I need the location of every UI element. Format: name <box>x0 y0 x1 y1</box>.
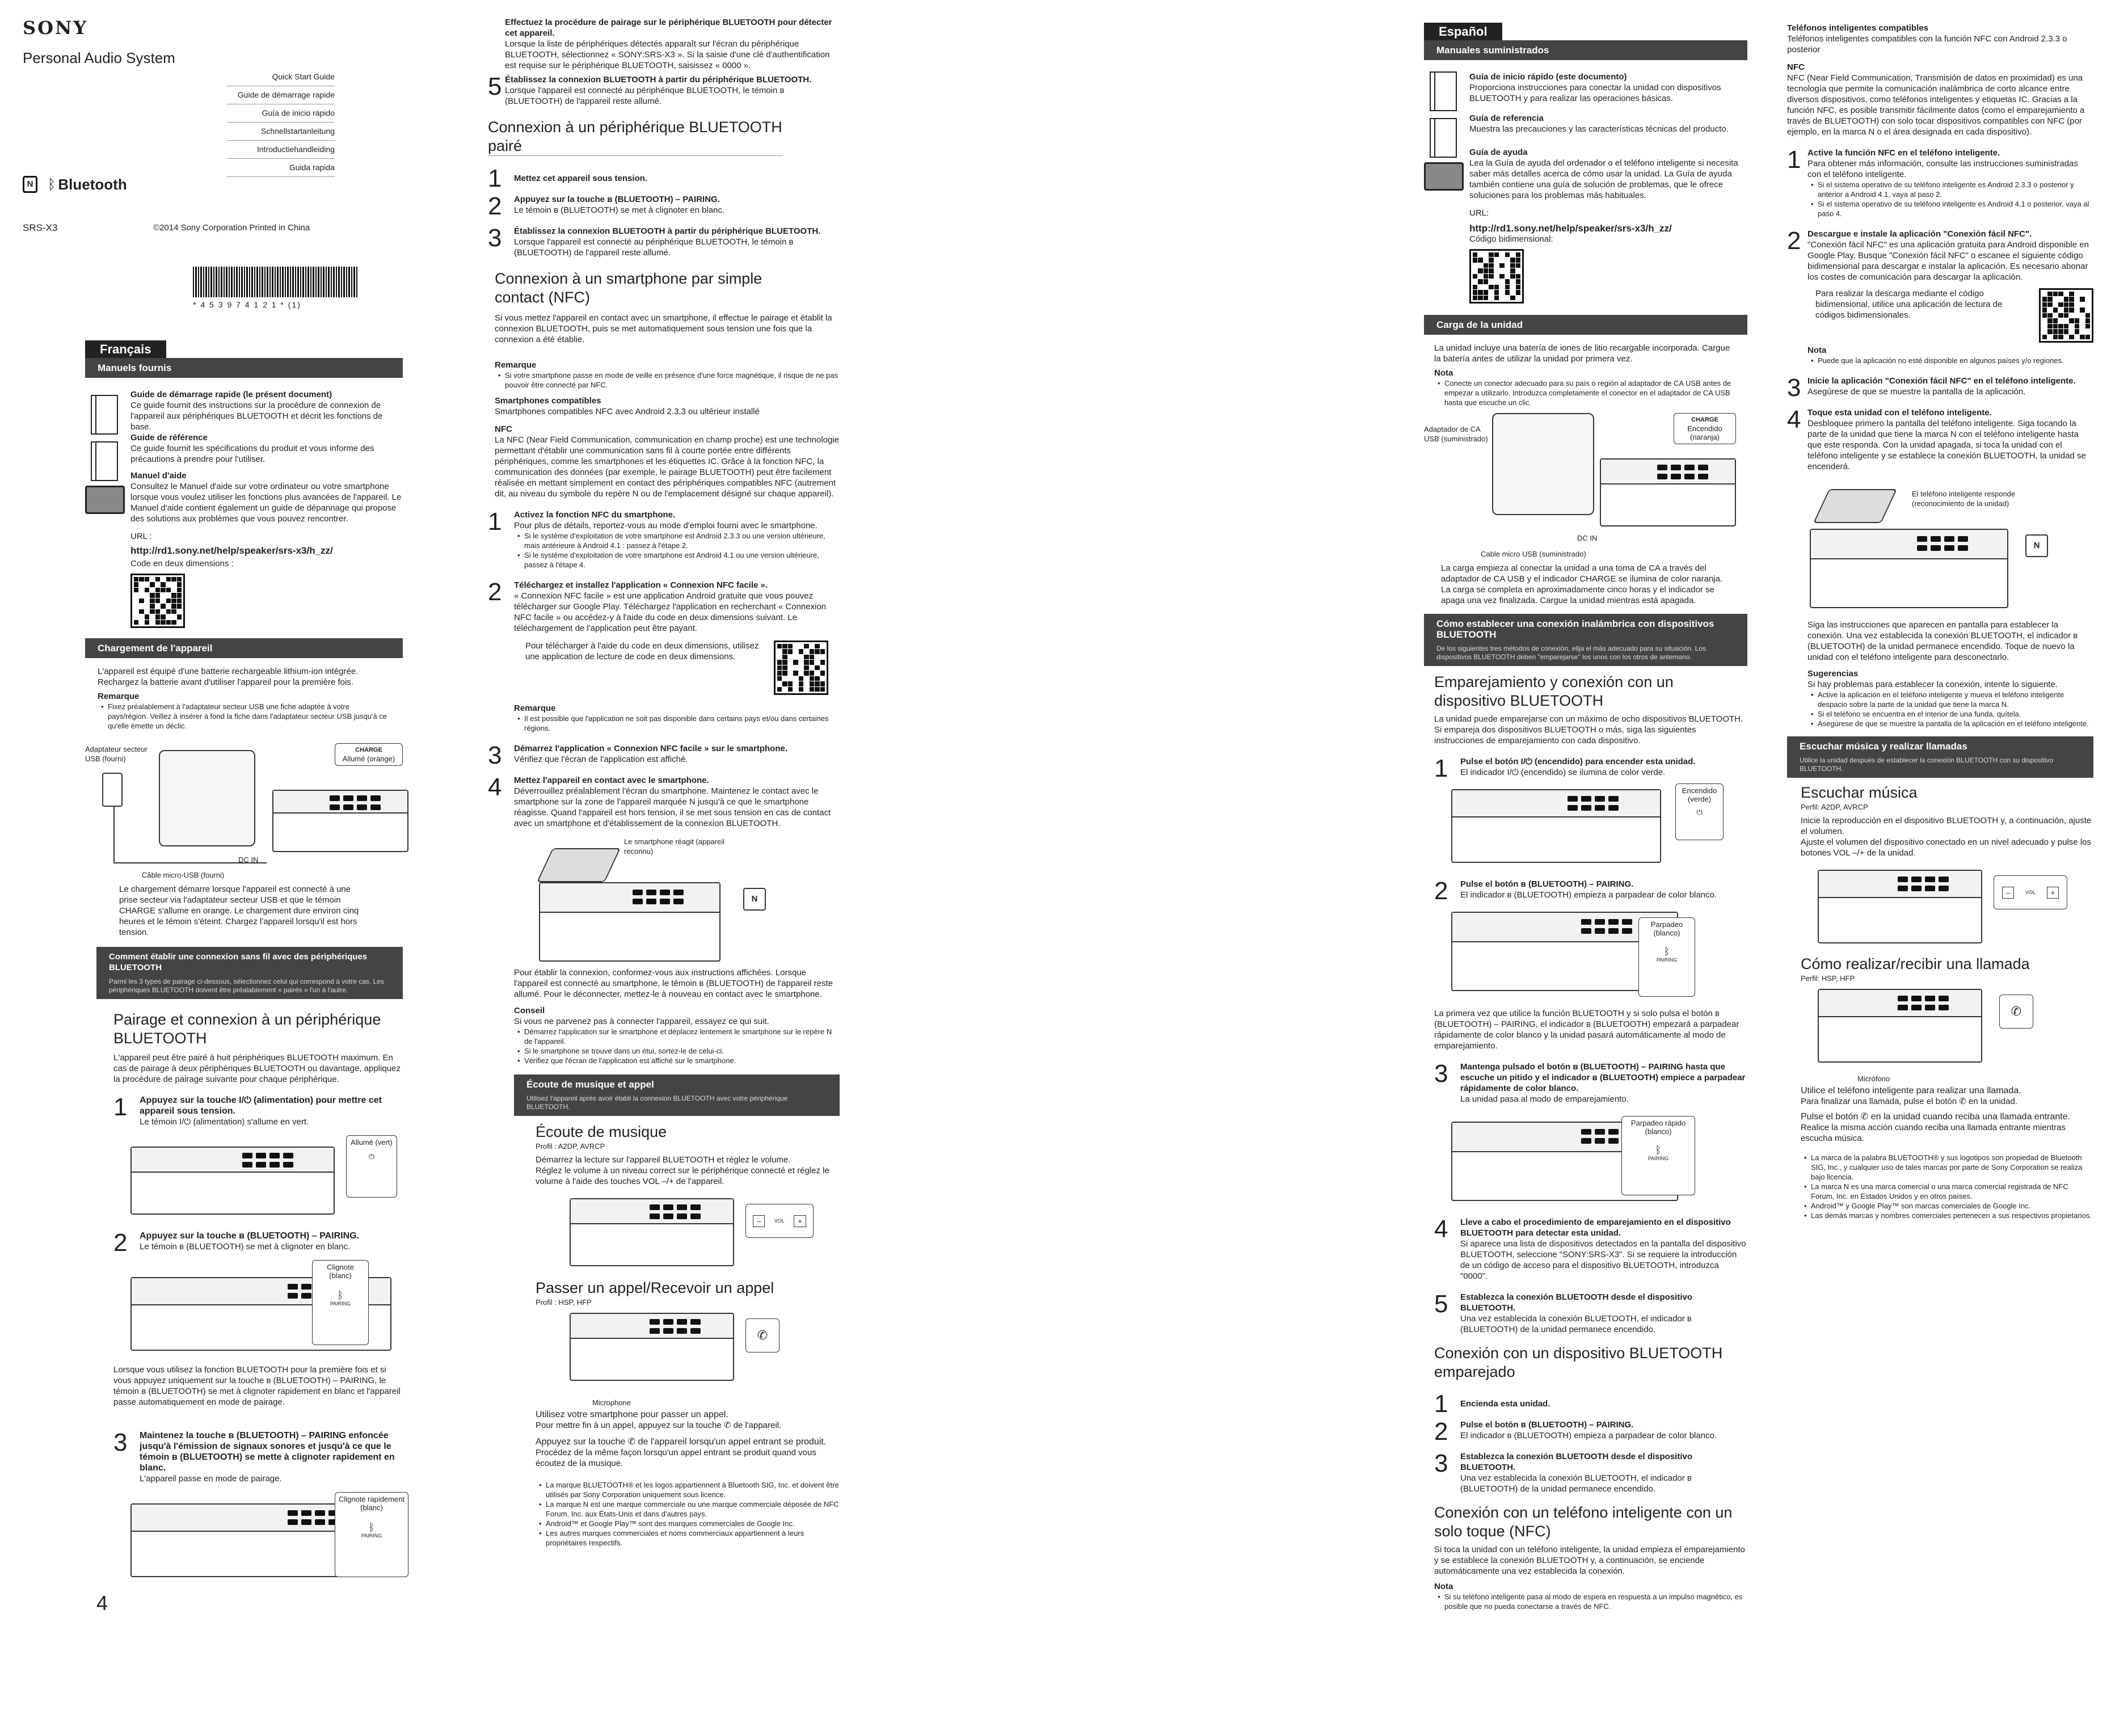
paragraph: L'appareil peut être pairé à huit périphériques BLUETOOTH maximum. En cas de pairage à deux périphériques BLUETOOTH ou davantage, appliquez la procédure de pairage suivante pour chaque périphérique. <box>113 1053 401 1084</box>
charge-diagram <box>85 739 403 880</box>
list-item: • Si le smartphone se trouve dans un étui, sortez-le de celui-ci. <box>524 1046 840 1056</box>
step: 4 Lleve a cabo el procedimiento de emparejamiento en el dispositivo BLUETOOTH para detectar esta unidad. Si aparece una lista de dispositivos detectados en la pantalla del dispositivo BLUETOOTH, seleccione "SONY:SRS-X3". Si se requiere la introducción de un código de acceso para el dispositivo BLUETOOTH, introduzca "0000". <box>1434 1217 1747 1282</box>
step-desc: Vérifiez que l'écran de l'application est affiché. <box>514 755 688 764</box>
note-heading: Nota <box>1434 368 1453 378</box>
label: DC IN <box>238 856 259 864</box>
step-title: Establezca la conexión BLUETOOTH desde el dispositivo BLUETOOTH. <box>1460 1452 1692 1472</box>
paragraph: Smartphones compatibles NFC avec Android 2.3.3 ou ultérieur installé <box>495 407 760 416</box>
charge-callout <box>1674 413 1736 444</box>
paragraph: Para finalizar una llamada, pulse el botón ✆ en la unidad. <box>1801 1097 2017 1106</box>
trademark: • La marca N es una marca comercial o una marca comercial registrada de NFC Forum, Inc. en Estados Unidos y en otros países. <box>1811 1182 2093 1201</box>
speaker-image <box>130 1147 335 1215</box>
manual-desc: Ce guide fournit des instructions sur la procédure de connexion de l'appareil aux périphériques BLUETOOTH et décrit les fonctions de base. <box>130 401 383 432</box>
help-url-link[interactable]: http://rd1.sony.net/help/speaker/srs-x3/h_zz/ <box>1469 223 1672 234</box>
toc <box>227 68 335 177</box>
step-title: Encienda esta unidad. <box>1460 1399 1550 1409</box>
paragraph: La NFC (Near Field Communication, communication en champ proche) est une technologie permettant d'établir une communication sans fil à courte portée entre différents périphériques, comme les smartphones et les étiquettes IC. Grâce à la fonction NFC, la communication des données (par exemple, le pairage BLUETOOTH) peut être facilement réalisée en mettant simplement en contact des périphériques compatibles NFC (autrement dit, au niveau du symbole du repère N ou de l'emplacement désigné sur chaque appareil). <box>495 435 839 499</box>
computer-icon <box>1424 162 1464 191</box>
step: 1 Appuyez sur la touche I/⏻ (alimentation) pour mettre cet appareil sous tension. Le témoin I/⏻ (alimentation) s'allume en vert. <box>113 1095 403 1127</box>
step: 4 Mettez l'appareil en contact avec le smartphone. Déverrouillez préalablement l'écran du smartphone. Maintenez le contact avec le smartphone sur la zone de l'appareil marquée N jusqu'à ce que le smartphone réagisse. Quand l'appareil est hors tension, il se met sous tension en cas de contact avec un smartphone et d'établissement de la connexion BLUETOOTH. <box>488 775 840 829</box>
call-figure <box>536 1313 840 1409</box>
step-desc: Lorsque l'appareil est connecté au périphérique BLUETOOTH, le témoin ʙ (BLUETOOTH) de l'appareil reste allumé. <box>514 237 794 258</box>
paragraph: Si hay problemas para establecer la conexión, intente lo siguiente. <box>1807 680 2058 689</box>
trademark: • Android™ y Google Play™ son marcas comerciales de Google Inc. <box>1811 1201 2093 1211</box>
step: 2 Pulse el botón ʙ (BLUETOOTH) – PAIRING. El indicador ʙ (BLUETOOTH) empieza a parpadear de color blanco. <box>1434 879 1747 900</box>
step-desc: Desbloquee primero la pantalla del teléfono inteligente. Siga tocando la parte de la unidad que tiene la marca N con el teléfono inteligente hasta que este responda. Con la unidad apagada, si toca la unidad con el teléfono inteligente y se establece la conexión BLUETOOTH, la unidad se encenderá. <box>1807 419 2086 471</box>
section-bar: Écoute de musique et appel <box>514 1075 840 1094</box>
url-label: URL : <box>130 532 152 541</box>
label: Parpadeo (blanco) <box>1650 920 1683 937</box>
step-title: Démarrez l'application « Connexion NFC facile » sur le smartphone. <box>514 744 788 753</box>
nfc-figure <box>1810 478 2093 614</box>
step-figure <box>130 1492 403 1588</box>
nfc-figure <box>539 837 840 967</box>
heading: Connexion à un smartphone par simple contact (NFC) <box>495 270 762 306</box>
list-item: • Asegúrese de que se muestre la pantalla de la aplicación en el teléfono inteligente. <box>1818 719 2093 728</box>
fr-column-1 <box>85 340 405 1615</box>
paragraph: Ajuste el volumen del dispositivo conectado en un nivel adecuado y pulse los botones VOL –/+ de la unidad. <box>1801 837 2091 858</box>
volume-callout <box>1994 875 2067 909</box>
help-url-link[interactable]: http://rd1.sony.net/help/speaker/srs-x3/h_zz/ <box>130 545 333 556</box>
call-figure <box>1801 989 2093 1085</box>
section-bar: Cómo establecer una conexión inalámbrica con dispositivos BLUETOOTH <box>1424 614 1747 644</box>
step-desc: "Conexión fácil NFC" es una aplicación gratuita para Android disponible en Google Play. Busque "Conexión fácil NFC" o escanee el siguiente código bidimensional para descargar e instalar la aplicación. Es necesario abonar los costes de comunicación para descargar la aplicación. <box>1807 240 2089 282</box>
lang-tab-es: Español <box>1424 23 1502 40</box>
manual-desc: Ce guide fournit les spécifications du produit et vous informe des précautions à prendre pour l'utiliser. <box>130 444 374 464</box>
note-heading: Nota <box>1807 345 1827 355</box>
note-heading: Nota <box>1434 1582 1453 1591</box>
subheading: Smartphones compatibles <box>495 396 601 406</box>
step: 2 Appuyez sur la touche ʙ (BLUETOOTH) – PAIRING. Le témoin ʙ (BLUETOOTH) se met à clignoter en blanc. <box>113 1231 403 1252</box>
book-icon <box>1430 71 1457 111</box>
step-desc: El indicador ʙ (BLUETOOTH) empieza a parpadear de color blanco. <box>1460 890 1717 900</box>
subheading: NFC <box>495 424 512 434</box>
trademark: • Les autres marques commerciales et noms commerciaux appartiennent à leurs propriétaires respectifs. <box>546 1528 840 1548</box>
paragraph: La unidad incluye una batería de iones de litio recargable incorporada. Cargue la batería antes de utilizar la unidad por primera vez. <box>1434 343 1730 364</box>
speaker-image <box>1818 989 1982 1063</box>
paragraph: Si toca la unidad con un teléfono inteligente, la unidad empieza el emparejamiento y se establece la conexión BLUETOOTH y, a continuación, se enciende automáticamente una vez establecida la conexión. <box>1434 1545 1745 1576</box>
note-heading: Remarque <box>514 703 556 713</box>
paragraph: Le chargement démarre lorsque l'appareil est connecté à une prise secteur via l'adaptateur secteur USB et que le témoin CHARGE s'allume en orange. Le chargement dure environ cinq heures et le témoin s'éteint. Chargez l'appareil lorsqu'il est hors tension. <box>119 884 359 937</box>
book-icon <box>91 441 118 481</box>
speaker-image <box>570 1313 734 1381</box>
heading: Emparejamiento y conexión con un dispositivo BLUETOOTH <box>1434 673 1674 709</box>
music-figure <box>1801 864 2093 949</box>
n-mark-icon: N <box>23 176 37 193</box>
barcode-number: * 4 5 3 9 7 4 1 2 1 * (1) <box>193 300 301 309</box>
qr-label: Code en deux dimensions : <box>130 559 234 568</box>
product-name: Personal Audio System <box>23 49 175 66</box>
fr-column-2 <box>488 17 840 1548</box>
bluetooth-icon: ᛒ <box>48 176 56 192</box>
step: 3 Démarrez l'application « Connexion NFC facile » sur le smartphone. Vérifiez que l'écran de l'application est affiché. <box>488 743 840 765</box>
step: 3 Établissez la connexion BLUETOOTH à partir du périphérique BLUETOOTH. Lorsque l'appareil est connecté au périphérique BLUETOOTH, le témoin ʙ (BLUETOOTH) de l'appareil reste allumé. <box>488 226 840 258</box>
qr-code <box>774 641 828 695</box>
note-item: • Conecte un conector adecuado para su país o región al adaptador de CA USB antes de empezar a utilizarlo. Introduzca completamente el conector en el adaptador de CA USB hasta que escuche un clic. <box>1444 378 1737 407</box>
qr-label: Código bidimensional: <box>1469 234 1553 244</box>
page-number: 4 <box>96 1591 108 1615</box>
es-column-2 <box>1787 23 2093 1220</box>
bluetooth-icon: ᛒ <box>368 1522 375 1533</box>
list-item: • Si el sistema operativo de su teléfono inteligente es Android 2.3.3 o posterior y anterior a Android 4.1, vaya al paso 2. <box>1818 180 2093 199</box>
power-callout <box>346 1135 397 1198</box>
model-number: SRS-X3 <box>23 222 58 233</box>
label: Clignote rapidement (blanc) <box>338 1495 405 1512</box>
paragraph: Realice la misma acción cuando reciba una llamada entrante mientras escucha música. <box>1801 1123 2066 1143</box>
label: PAIRING <box>1656 957 1678 963</box>
label: Encendido (naranja) <box>1687 424 1722 441</box>
speaker-image <box>570 1198 734 1266</box>
step: 3 Inicie la aplicación "Conexión fácil NFC" en el teléfono inteligente. Asegúrese de que se muestre la pantalla de la aplicación. <box>1787 376 2093 397</box>
step: 1 Mettez cet appareil sous tension. <box>488 166 840 184</box>
label: CHARGE <box>1691 416 1718 423</box>
step: 1 Active la función NFC en el teléfono inteligente. Para obtener más información, consulte las instrucciones suministradas con el teléfono inteligente. • Si el sistema operativo de su teléfono inteligente es Android 2.3.3 o posterior y anterior a Android 4.1, vaya al paso 2. • Si el sistema operativo de su teléfono inteligente es Android 4.1 o posterior, vaya al paso 4. <box>1787 148 2093 218</box>
call-callout <box>1999 995 2033 1029</box>
step-figure <box>130 1260 403 1356</box>
step-title: Toque esta unidad con el teléfono inteligente. <box>1807 408 1992 418</box>
label: PAIRING <box>330 1301 351 1307</box>
step: 1 Activez la fonction NFC du smartphone. Pour plus de détails, reportez-vous au mode d'emploi fourni avec le smartphone. • Si le système d'exploitation de votre smartphone est Android 2.3.3 ou une version ultérieure, mais antérieure à Android 4.1 : passez à l'étape 2. • Si le système d'exploitation de votre smartphone est Android 4.1 ou une version ultérieure, passez à l'étape 4. <box>488 509 840 570</box>
step-title: Établissez la connexion BLUETOOTH à partir du périphérique BLUETOOTH. <box>505 75 812 85</box>
music-figure <box>536 1193 840 1272</box>
note-heading: Conseil <box>514 1006 545 1016</box>
profile: Profil : HSP, HFP <box>536 1298 592 1307</box>
toc-item: Guía de inicio rápido <box>227 104 335 123</box>
toc-item: Guida rapida <box>227 159 335 177</box>
step-title: Effectuez la procédure de pairage sur le périphérique BLUETOOTH pour détecter cet appareil. <box>505 18 832 38</box>
step-figure <box>1451 1110 1747 1207</box>
note-item: • Si su teléfono inteligente pasa al modo de espera en respuesta a un impulso magnético, es posible que no pueda conectarse a través de NFC. <box>1444 1592 1747 1611</box>
label: Allumé (vert) <box>351 1138 393 1147</box>
profile: Perfil: A2DP, AVRCP <box>1801 803 1868 811</box>
vol-minus-button[interactable]: – <box>2002 887 2014 899</box>
label: PAIRING <box>1647 1156 1669 1161</box>
step-title: Inicie la aplicación "Conexión fácil NFC" en el teléfono inteligente. <box>1807 376 2076 386</box>
paragraph: La unidad puede emparejarse con un máximo de ocho dispositivos BLUETOOTH. Si empareja dos dispositivos BLUETOOTH o más, siga las siguientes instrucciones de emparejamiento con cada dispositivo. <box>1434 714 1743 745</box>
qr-code <box>2039 288 2093 343</box>
qr-code <box>1469 249 1524 304</box>
blink-callout <box>312 1260 369 1345</box>
paragraph: NFC (Near Field Communication, Transmisión de datos en proximidad) es una tecnología que permite la comunicación inalámbrica de corto alcance entre diversos dispositivos, como teléfonos inteligentes y etiquetas IC. Gracias a la función NFC, es posible transmitir fácilmente datos (como el emparejamiento a través de BLUETOOTH) con solo tocar dispositivos compatibles con NFC (por ejemplo, en la marca N o el área designada en cada dispositivo). <box>1787 73 2085 137</box>
step-desc: Asegúrese de que se muestre la pantalla de la aplicación. <box>1807 387 2026 397</box>
usb-adapter-icon <box>102 773 123 807</box>
step-desc: Lorsque l'appareil est connecté au périphérique BLUETOOTH, le témoin ʙ (BLUETOOTH) de l'appareil reste allumé. <box>505 86 785 106</box>
bluetooth-icon: ᛒ <box>1655 1144 1662 1156</box>
manual-desc: Consultez le Manuel d'aide sur votre ordinateur ou votre smartphone lorsque vous voulez utiliser les fonctions plus avancées de l'appareil. Le Manuel d'aide contient également un guide de dépannage qui propose des solutions aux problèmes que vous pouvez rencontrer. <box>130 482 402 524</box>
paragraph: Procédez de la même façon lorsqu'un appel entrant se produit quand vous écoutez de la musique. <box>536 1448 816 1468</box>
step-title: Activez la fonction NFC du smartphone. <box>514 510 676 520</box>
label: CHARGE <box>355 747 382 753</box>
paragraph: Appuyez sur la touche ✆ de l'appareil lorsqu'un appel entrant se produit. <box>536 1437 827 1447</box>
step-desc: La unidad pasa al modo de emparejamiento. <box>1460 1094 1629 1104</box>
paragraph: Si vous mettez l'appareil en contact avec un smartphone, il effectue le pairage et établit la connexion BLUETOOTH, puis se met automatiquement sous tension une fois que la connexion a été établie. <box>495 313 832 344</box>
label: Microphone <box>592 1398 631 1407</box>
bluetooth-icon: ᛒ <box>1663 946 1670 957</box>
blink-fast-callout <box>1621 1116 1695 1195</box>
trademark: • Android™ et Google Play™ sont des marques commerciales de Google Inc. <box>546 1519 840 1528</box>
speaker-image <box>539 882 720 962</box>
subheading: Teléfonos inteligentes compatibles <box>1787 23 1928 33</box>
label: Micrófono <box>1857 1075 1890 1083</box>
step: 2 Téléchargez et installez l'application « Connexion NFC facile ». « Connexion NFC facile » est une application Android gratuite que vous pouvez télécharger sur Google Play. Téléchargez l'application en recherchant « Connexion NFC facile » ou accédez-y à l'aide du code en deux dimensions suivant. Le téléchargement de l'application peut être payant. Pour télécharger à l'aide du code en deux dimensions, utilisez une application de lecture de code en deux dimensions. Remarque • Il est possible que l'application ne soit pas disponible dans certains pays et/ou dans certaines régions. <box>488 580 840 733</box>
label: Allumé (orange) <box>342 755 395 763</box>
section-bar: Escuchar música y realizar llamadas <box>1787 736 2093 756</box>
step-desc: Una vez establecida la conexión BLUETOOTH, el indicador ʙ (BLUETOOTH) de la unidad permanece encendido. <box>1460 1314 1692 1334</box>
step-title: Pulse el botón I/⏻ (encendido) para encender esta unidad. <box>1460 757 1696 766</box>
step-desc: Para obtener más información, consulte las instrucciones suministradas con el teléfono inteligente. <box>1807 159 2078 179</box>
header-block <box>23 17 420 309</box>
heading: Escuchar música <box>1801 784 1918 801</box>
paragraph: Lorsque vous utilisez la fonction BLUETOOTH pour la première fois et si vous appuyez uniquement sur la touche ʙ (BLUETOOTH) – PAIRING, le témoin ʙ (BLUETOOTH) se met à clignoter rapidement en blanc et l'appareil passe automatiquement en mode de pairage. <box>113 1365 401 1407</box>
computer-icon <box>85 486 125 514</box>
note-item: • Puede que la aplicación no esté disponible en algunos países y/o regiones. <box>1818 356 2093 365</box>
list-item: • Si le système d'exploitation de votre smartphone est Android 2.3.3 ou une version ultérieure, mais antérieure à Android 4.1 : passez à l'étape 2. <box>524 531 840 550</box>
url-label: URL: <box>1469 208 1489 218</box>
heading: Connexion à un périphérique BLUETOOTH pairé <box>488 118 783 156</box>
vol-label: VOL <box>774 1217 785 1224</box>
logos <box>23 176 127 193</box>
smartphone-icon <box>1813 489 1897 523</box>
paragraph: Utilice el teléfono inteligente para realizar una llamada. <box>1801 1086 2021 1095</box>
step-title: Lleve a cabo el procedimiento de emparejamiento en el dispositivo BLUETOOTH para detectar esta unidad. <box>1460 1217 1731 1238</box>
section-subtitle: Utilisez l'appareil après avoir établi la connexion BLUETOOTH avec votre périphérique BLUETOOTH. <box>514 1094 840 1116</box>
step-desc: Si aparece una lista de dispositivos detectados en la pantalla del dispositivo BLUETOOTH, seleccione "SONY:SRS-X3". Si se requiere la introducción de un código de acceso para el dispositivo BLUETOOTH, introduzca "0000". <box>1460 1239 1746 1281</box>
plug-inset <box>1492 413 1594 515</box>
vol-plus-button[interactable]: + <box>2047 887 2059 899</box>
step-title: Établissez la connexion BLUETOOTH à partir du périphérique BLUETOOTH. <box>514 226 821 236</box>
label: Cable micro USB (suministrado) <box>1481 550 1586 558</box>
paragraph: La carga empieza al conectar la unidad a una toma de CA a través del adaptador de CA USB y el indicador CHARGE se ilumina de color naranja. La carga se completa en aproximadamente cinco horas y el indicador se apaga una vez finalizada. Cargue la unidad mientras está apagada. <box>1441 563 1723 605</box>
step-title: Mettez l'appareil en contact avec le smartphone. <box>514 776 709 785</box>
speaker-image <box>1600 458 1736 526</box>
label: DC IN <box>1577 534 1598 542</box>
note-heading: Sugerencias <box>1807 669 1859 679</box>
step: 2 Descargue e instale la aplicación "Conexión fácil NFC". "Conexión fácil NFC" es una aplicación gratuita para Android disponible en Google Play. Busque "Conexión fácil NFC" o escanee el siguiente código bidimensional para descargar e instalar la aplicación. Es necesario abonar los costes de comunicación para descargar la aplicación. Para realizar la descarga mediante el código bidimensional, utilice una aplicación de lectura de códigos bidimensionales. Nota • Puede que la aplicación no esté disponible en algunos países y/o regiones. <box>1787 229 2093 365</box>
label: Adaptateur secteur USB (fourni) <box>85 745 148 763</box>
heading: Cómo realizar/recibir una llamada <box>1801 955 2030 972</box>
note-item: • Fixez préalablement à l'adaptateur secteur USB une fiche adaptée à votre pays/région. Veillez à insérer à fond la fiche dans l'adaptateur secteur USB jusqu'à ce qu'elle émette un déclic. <box>108 702 390 731</box>
list-item: • Si le système d'exploitation de votre smartphone est Android 4.1 ou une version ultérieure, passez à l'étape 4. <box>524 550 840 570</box>
section-bar: Comment établir une connexion sans fil avec des périphériques BLUETOOTH <box>96 947 403 977</box>
phone-icon: ✆ <box>2011 1004 2022 1018</box>
heading: Conexión con un dispositivo BLUETOOTH emparejado <box>1434 1345 1723 1380</box>
section-bar: Chargement de l'appareil <box>85 638 403 658</box>
manual-desc: Muestra las precauciones y las características técnicas del producto. <box>1469 124 1729 134</box>
list-item: • Si el teléfono se encuentra en el interior de una funda, quítela. <box>1818 709 2093 719</box>
step-title: Appuyez sur la touche ʙ (BLUETOOTH) – PAIRING. <box>514 195 720 204</box>
blink-callout <box>1638 917 1695 997</box>
bluetooth-icon: ᛒ <box>337 1290 344 1301</box>
trademark: • Las demás marcas y nombres comerciales pertenecen a sus respectivos propietarios. <box>1811 1211 2093 1220</box>
profile: Profil : A2DP, AVRCP <box>536 1142 605 1151</box>
paragraph: L'appareil est équipé d'une batterie rechargeable lithium-ion intégrée. Rechargez la batterie avant d'utiliser l'appareil pour la première fois. <box>98 667 359 687</box>
call-callout <box>745 1318 779 1352</box>
step-title: Pulse el botón ʙ (BLUETOOTH) – PAIRING. <box>1460 879 1634 889</box>
step-desc: « Connexion NFC facile » est une application Android gratuite que vous pouvez télécharger sur Google Play. Téléchargez l'application en recherchant « Connexion NFC facile » ou accédez-y à l'aide du code en deux dimensions suivant. Le téléchargement de l'application peut être payant. <box>514 591 827 633</box>
bluetooth-logo: Bluetooth <box>58 175 127 193</box>
manual-desc: Proporciona instrucciones para conectar la unidad con dispositivos BLUETOOTH y para realizar las operaciones básicas. <box>1469 83 1721 103</box>
list-item: • Vérifiez que l'écran de l'application est affiché sur le smartphone. <box>524 1056 840 1065</box>
heading: Passer un appel/Recevoir un appel <box>536 1279 774 1296</box>
paragraph: Utilisez votre smartphone pour passer un appel. <box>536 1410 728 1419</box>
manual-title: Guide de référence <box>130 433 208 443</box>
note-heading: Remarque <box>98 692 140 701</box>
note-item: • Il est possible que l'application ne soit pas disponible dans certains pays et/ou dans certaines régions. <box>524 714 840 733</box>
step-desc: Una vez establecida la conexión BLUETOOTH, el indicador ʙ (BLUETOOTH) de la unidad permanece encendido. <box>1460 1473 1692 1494</box>
charge-callout <box>335 743 403 766</box>
list-item: • Démarrez l'application sur le smartphone et déplacez lentement le smartphone sur le repère N de l'appareil. <box>524 1027 840 1046</box>
manual-list <box>85 389 403 628</box>
book-icon <box>1430 118 1457 158</box>
step-desc: El indicador ʙ (BLUETOOTH) empieza a parpadear de color blanco. <box>1460 1431 1717 1440</box>
step-figure <box>130 1135 403 1220</box>
step: 5 Établissez la connexion BLUETOOTH à partir du périphérique BLUETOOTH. Lorsque l'appareil est connecté au périphérique BLUETOOTH, le témoin ʙ (BLUETOOTH) de l'appareil reste allumé. <box>488 74 840 107</box>
toc-item: Introductiehandleiding <box>227 141 335 159</box>
manual-title: Guía de inicio rápido (este documento) <box>1469 72 1627 82</box>
step-desc: Le témoin I/⏻ (alimentation) s'allume en vert. <box>140 1117 309 1127</box>
step: 2 Appuyez sur la touche ʙ (BLUETOOTH) – PAIRING. Le témoin ʙ (BLUETOOTH) se met à clignoter en blanc. <box>488 194 840 216</box>
copyright: ©2014 Sony Corporation Printed in China <box>153 223 310 233</box>
book-icon <box>91 395 118 435</box>
step-title: Establezca la conexión BLUETOOTH desde el dispositivo BLUETOOTH. <box>1460 1292 1692 1313</box>
paragraph: Si vous ne parvenez pas à connecter l'appareil, essayez ce qui suit. <box>514 1017 769 1026</box>
step-title: Maintenez la touche ʙ (BLUETOOTH) – PAIRING enfoncée jusqu'à l'émission de signaux sonores et jusqu'à ce que le témoin ʙ (BLUETOOTH) se mette à clignoter rapidement en blanc. <box>140 1431 395 1473</box>
profile: Perfil: HSP, HFP <box>1801 974 1855 983</box>
n-mark-icon: N <box>743 888 766 911</box>
step: 5 Establezca la conexión BLUETOOTH desde el dispositivo BLUETOOTH. Una vez establecida la conexión BLUETOOTH, el indicador ʙ (BLUETOOTH) de la unidad permanece encendido. <box>1434 1292 1747 1335</box>
speaker-image <box>272 790 408 852</box>
step-desc: Lorsque la liste de périphériques détectés apparaît sur l'écran du périphérique BLUETOOTH, sélectionnez « SONY:SRS-X3 ». Si la saisie d'une clé d'authentification est requise sur le périphérique BLUETOOTH, saisissez « 0000 ». <box>505 39 830 70</box>
power-callout <box>1675 783 1724 840</box>
speaker-image <box>1810 529 2008 608</box>
manual-list <box>1424 71 1747 304</box>
step-figure <box>1451 783 1747 869</box>
step-title: Active la función NFC en el teléfono inteligente. <box>1807 148 2000 158</box>
paragraph: Pour mettre fin à un appel, appuyez sur la touche ✆ de l'appareil. <box>536 1421 782 1430</box>
qr-code <box>130 574 185 628</box>
step: 1 Pulse el botón I/⏻ (encendido) para encender esta unidad. El indicador I/⏻ (encendido) se ilumina de color verde. <box>1434 756 1747 778</box>
step-title: Pulse el botón ʙ (BLUETOOTH) – PAIRING. <box>1460 1420 1634 1430</box>
step-title: Téléchargez et installez l'application « Connexion NFC facile ». <box>514 580 768 590</box>
subheading: NFC <box>1787 62 1805 72</box>
step-title: Mettez cet appareil sous tension. <box>514 174 648 183</box>
step: 2 Pulse el botón ʙ (BLUETOOTH) – PAIRING. El indicador ʙ (BLUETOOTH) empieza a parpadear de color blanco. <box>1434 1419 1747 1441</box>
step-figure <box>1451 906 1747 1002</box>
speaker-image <box>1451 789 1661 863</box>
blink-fast-callout <box>335 1492 408 1577</box>
note-item: • Si votre smartphone passe en mode de veille en présence d'une force magnétique, il risque de ne pas pouvoir être connecté par NFC. <box>505 370 840 390</box>
manual-title: Guide de démarrage rapide (le présent document) <box>130 390 332 399</box>
trademark: • La marca de la palabra BLUETOOTH® y sus logotipos son propiedad de Bluetooth SIG, Inc., y cualquier uso de tales marcas por parte de Sony Corporation se realiza bajo licencia. <box>1811 1153 2093 1182</box>
label: Encendido (verde) <box>1682 786 1717 803</box>
paragraph: Teléfonos inteligentes compatibles con la función NFC con Android 2.3.3 o posterior <box>1787 34 2067 54</box>
manual-title: Guía de ayuda <box>1469 148 1528 157</box>
step: 1 Encienda esta unidad. <box>1434 1392 1747 1409</box>
es-column-1 <box>1424 23 1747 1611</box>
section-bar: Carga de la unidad <box>1424 315 1747 335</box>
trademark: • La marque BLUETOOTH® et les logos appartiennent à Bluetooth SIG, Inc. et doivent être utilisés par Sony Corporation uniquement sous licence. <box>546 1480 840 1499</box>
charge-diagram <box>1424 413 1747 561</box>
manual-title: Manuel d'aide <box>130 471 187 481</box>
section-subtitle: Utilice la unidad después de establecer la conexión BLUETOOTH con su dispositivo BLUETOOTH. <box>1787 756 2093 778</box>
step: 3 Mantenga pulsado el botón ʙ (BLUETOOTH) – PAIRING hasta que escuche un pitido y el indicador ʙ (BLUETOOTH) empiece a parpadear rápidamente de color blanco. La unidad pasa al modo de emparejamiento. <box>1434 1061 1747 1105</box>
label: Clignote (blanc) <box>327 1263 354 1280</box>
vol-minus-button[interactable]: – <box>753 1215 765 1227</box>
smartphone-icon <box>537 848 621 882</box>
manual-title: Guía de referencia <box>1469 113 1544 123</box>
paragraph: Inicie la reproducción en el dispositivo BLUETOOTH y, a continuación, ajuste el volumen. <box>1801 816 2092 836</box>
paragraph: Réglez le volume à un niveau correct sur le périphérique connecté et réglez le volume à l'aide des touches VOL –/+ de l'appareil. <box>536 1166 829 1186</box>
section-bar: Manuales suministrados <box>1424 40 1747 60</box>
toc-item: Guide de démarrage rapide <box>227 86 335 104</box>
vol-plus-button[interactable]: + <box>794 1215 806 1227</box>
power-icon: ⏻ <box>368 1152 375 1161</box>
toc-item: Quick Start Guide <box>227 68 335 86</box>
paragraph: Para realizar la descarga mediante el código bidimensional, utilice una aplicación de lectura de códigos bidimensionales. <box>1815 289 2003 320</box>
step-desc: L'appareil passe en mode de pairage. <box>140 1474 282 1484</box>
manual-desc: Lea la Guía de ayuda del ordenador o el teléfono inteligente si necesita saber más detalles acerca de cómo usar la unidad. La Guía de ayuda también contiene una guía de solución de problemas, que le ofrece soluciones para los problemas más habituales. <box>1469 158 1738 200</box>
step-desc: Déverrouillez préalablement l'écran du smartphone. Maintenez le contact avec le smartphone sur la zone de l'appareil marquée N jusqu'à ce que le smartphone réagisse. Quand l'appareil est hors tension, il se met sous tension en cas de contact avec un smartphone et d'établissement de la connexion BLUETOOTH. <box>514 786 831 828</box>
label: El teléfono inteligente responde (reconocimiento de la unidad) <box>1912 490 2016 508</box>
step: 3 Maintenez la touche ʙ (BLUETOOTH) – PAIRING enfoncée jusqu'à l'émission de signaux sonores et jusqu'à ce que le témoin ʙ (BLUETOOTH) se mette à clignoter rapidement en blanc. L'appareil passe en mode de pairage. <box>113 1430 403 1484</box>
toc-item: Schnellstartanleitung <box>227 123 335 141</box>
note-heading: Remarque <box>495 360 537 370</box>
list-item: • Active la aplicación en el teléfono inteligente y mueva el teléfono inteligente despacio sobre la parte de la unidad que tiene la marca N. <box>1818 690 2093 709</box>
heading: Écoute de musique <box>536 1123 667 1140</box>
section-bar: Manuels fournis <box>85 358 403 378</box>
speaker-image <box>1818 870 1982 943</box>
paragraph: Démarrez la lecture sur l'appareil BLUETOOTH et réglez le volume. <box>536 1155 791 1165</box>
power-icon: ⏻ <box>1696 808 1703 816</box>
step-title: Appuyez sur la touche ʙ (BLUETOOTH) – PAIRING. <box>140 1231 360 1241</box>
paragraph: La primera vez que utilice la función BLUETOOTH y si solo pulsa el botón ʙ (BLUETOOTH) – PAIRING, el indicador ʙ (BLUETOOTH) empezará a parpadear rápidamente de color blanco y la unidad pasará automáticamente al modo de emparejamiento. <box>1434 1009 1739 1051</box>
step-desc: Pour plus de détails, reportez-vous au mode d'emploi fourni avec le smartphone. <box>514 521 818 530</box>
step-title: Appuyez sur la touche I/⏻ (alimentation) pour mettre cet appareil sous tension. <box>140 1095 382 1116</box>
label: Adaptador de CA USB (suministrado) <box>1424 425 1488 443</box>
step: 4 Toque esta unidad con el teléfono inteligente. Desbloquee primero la pantalla del teléfono inteligente. Siga tocando la parte de la unidad que tiene la marca N con el teléfono inteligente hasta que este responda. Con la unidad apagada, si toca la unidad con el teléfono inteligente y se establece la conexión BLUETOOTH, la unidad se encenderá. <box>1787 407 2093 472</box>
label: Câble micro-USB (fourni) <box>142 871 225 879</box>
paragraph: Pour télécharger à l'aide du code en deux dimensions, utilisez une application de lecture de code en deux dimensions. <box>525 641 759 661</box>
label: Parpadeo rápido (blanco) <box>1630 1119 1686 1136</box>
list-item: • Si el sistema operativo de su teléfono inteligente es Android 4.1 o posterior, vaya al paso 4. <box>1818 199 2093 218</box>
step-desc: El indicador I/⏻ (encendido) se ilumina de color verde. <box>1460 768 1666 777</box>
section-subtitle: De los siguientes tres métodos de conexión, elija el más adecuado para su situación. Los dispositivos BLUETOOTH deben "emparejarse" los unos con los otros de antemano. <box>1424 644 1747 666</box>
heading: Pairage et connexion à un périphérique BLUETOOTH <box>113 1011 381 1047</box>
paragraph: Pulse el botón ✆ en la unidad cuando reciba una llamada entrante. <box>1801 1112 2071 1122</box>
section-subtitle: Parmi les 3 types de pairage ci-dessous, sélectionnez celui qui correspond à votre cas. Les périphériques BLUETOOTH doivent être préalablement « pairés » l'un à l'autre. <box>96 977 403 999</box>
step-desc: Le témoin ʙ (BLUETOOTH) se met à clignoter en blanc. <box>140 1242 351 1252</box>
step: 3 Establezca la conexión BLUETOOTH desde el dispositivo BLUETOOTH. Una vez establecida la conexión BLUETOOTH, el indicador ʙ (BLUETOOTH) de la unidad permanece encendido. <box>1434 1451 1747 1494</box>
sony-logo: SONY <box>23 17 89 39</box>
label: PAIRING <box>361 1533 382 1539</box>
paragraph: Siga las instrucciones que aparecen en pantalla para establecer la conexión. Una vez establecida la conexión BLUETOOTH, el indicador ʙ (BLUETOOTH) de la unidad permanece encendido. Toque de nuevo la unidad con el teléfono inteligente para desconectarlo. <box>1807 620 2078 662</box>
phone-icon: ✆ <box>757 1328 768 1342</box>
step-title: Mantenga pulsado el botón ʙ (BLUETOOTH) – PAIRING hasta que escuche un pitido y el indicador ʙ (BLUETOOTH) empiece a parpadear rápidamente de color blanco. <box>1460 1062 1746 1093</box>
n-mark-icon: N <box>2025 534 2048 557</box>
label: Le smartphone réagit (appareil reconnu) <box>624 837 725 856</box>
heading: Conexión con un teléfono inteligente con un solo toque (NFC) <box>1434 1504 1733 1540</box>
lang-tab-fr: Français <box>85 340 166 358</box>
paragraph: Pour établir la connexion, conformez-vous aux instructions affichées. Lorsque l'appareil est connecté au smartphone, le témoin ʙ (BLUETOOTH) de l'appareil reste allumé. Pour le déconnecter, mettez-le à nouveau en contact avec le smartphone. <box>514 968 833 999</box>
volume-callout <box>745 1204 814 1238</box>
trademark: • La marque N est une marque commerciale ou une marque commerciale déposée de NFC Forum, Inc. aux États-Unis et dans d'autres pays. <box>546 1499 840 1519</box>
barcode <box>193 267 357 297</box>
step-title: Descargue e instale la aplicación "Conexión fácil NFC". <box>1807 229 2032 239</box>
step-desc: Le témoin ʙ (BLUETOOTH) se met à clignoter en blanc. <box>514 205 725 215</box>
vol-label: VOL <box>2025 889 2036 895</box>
